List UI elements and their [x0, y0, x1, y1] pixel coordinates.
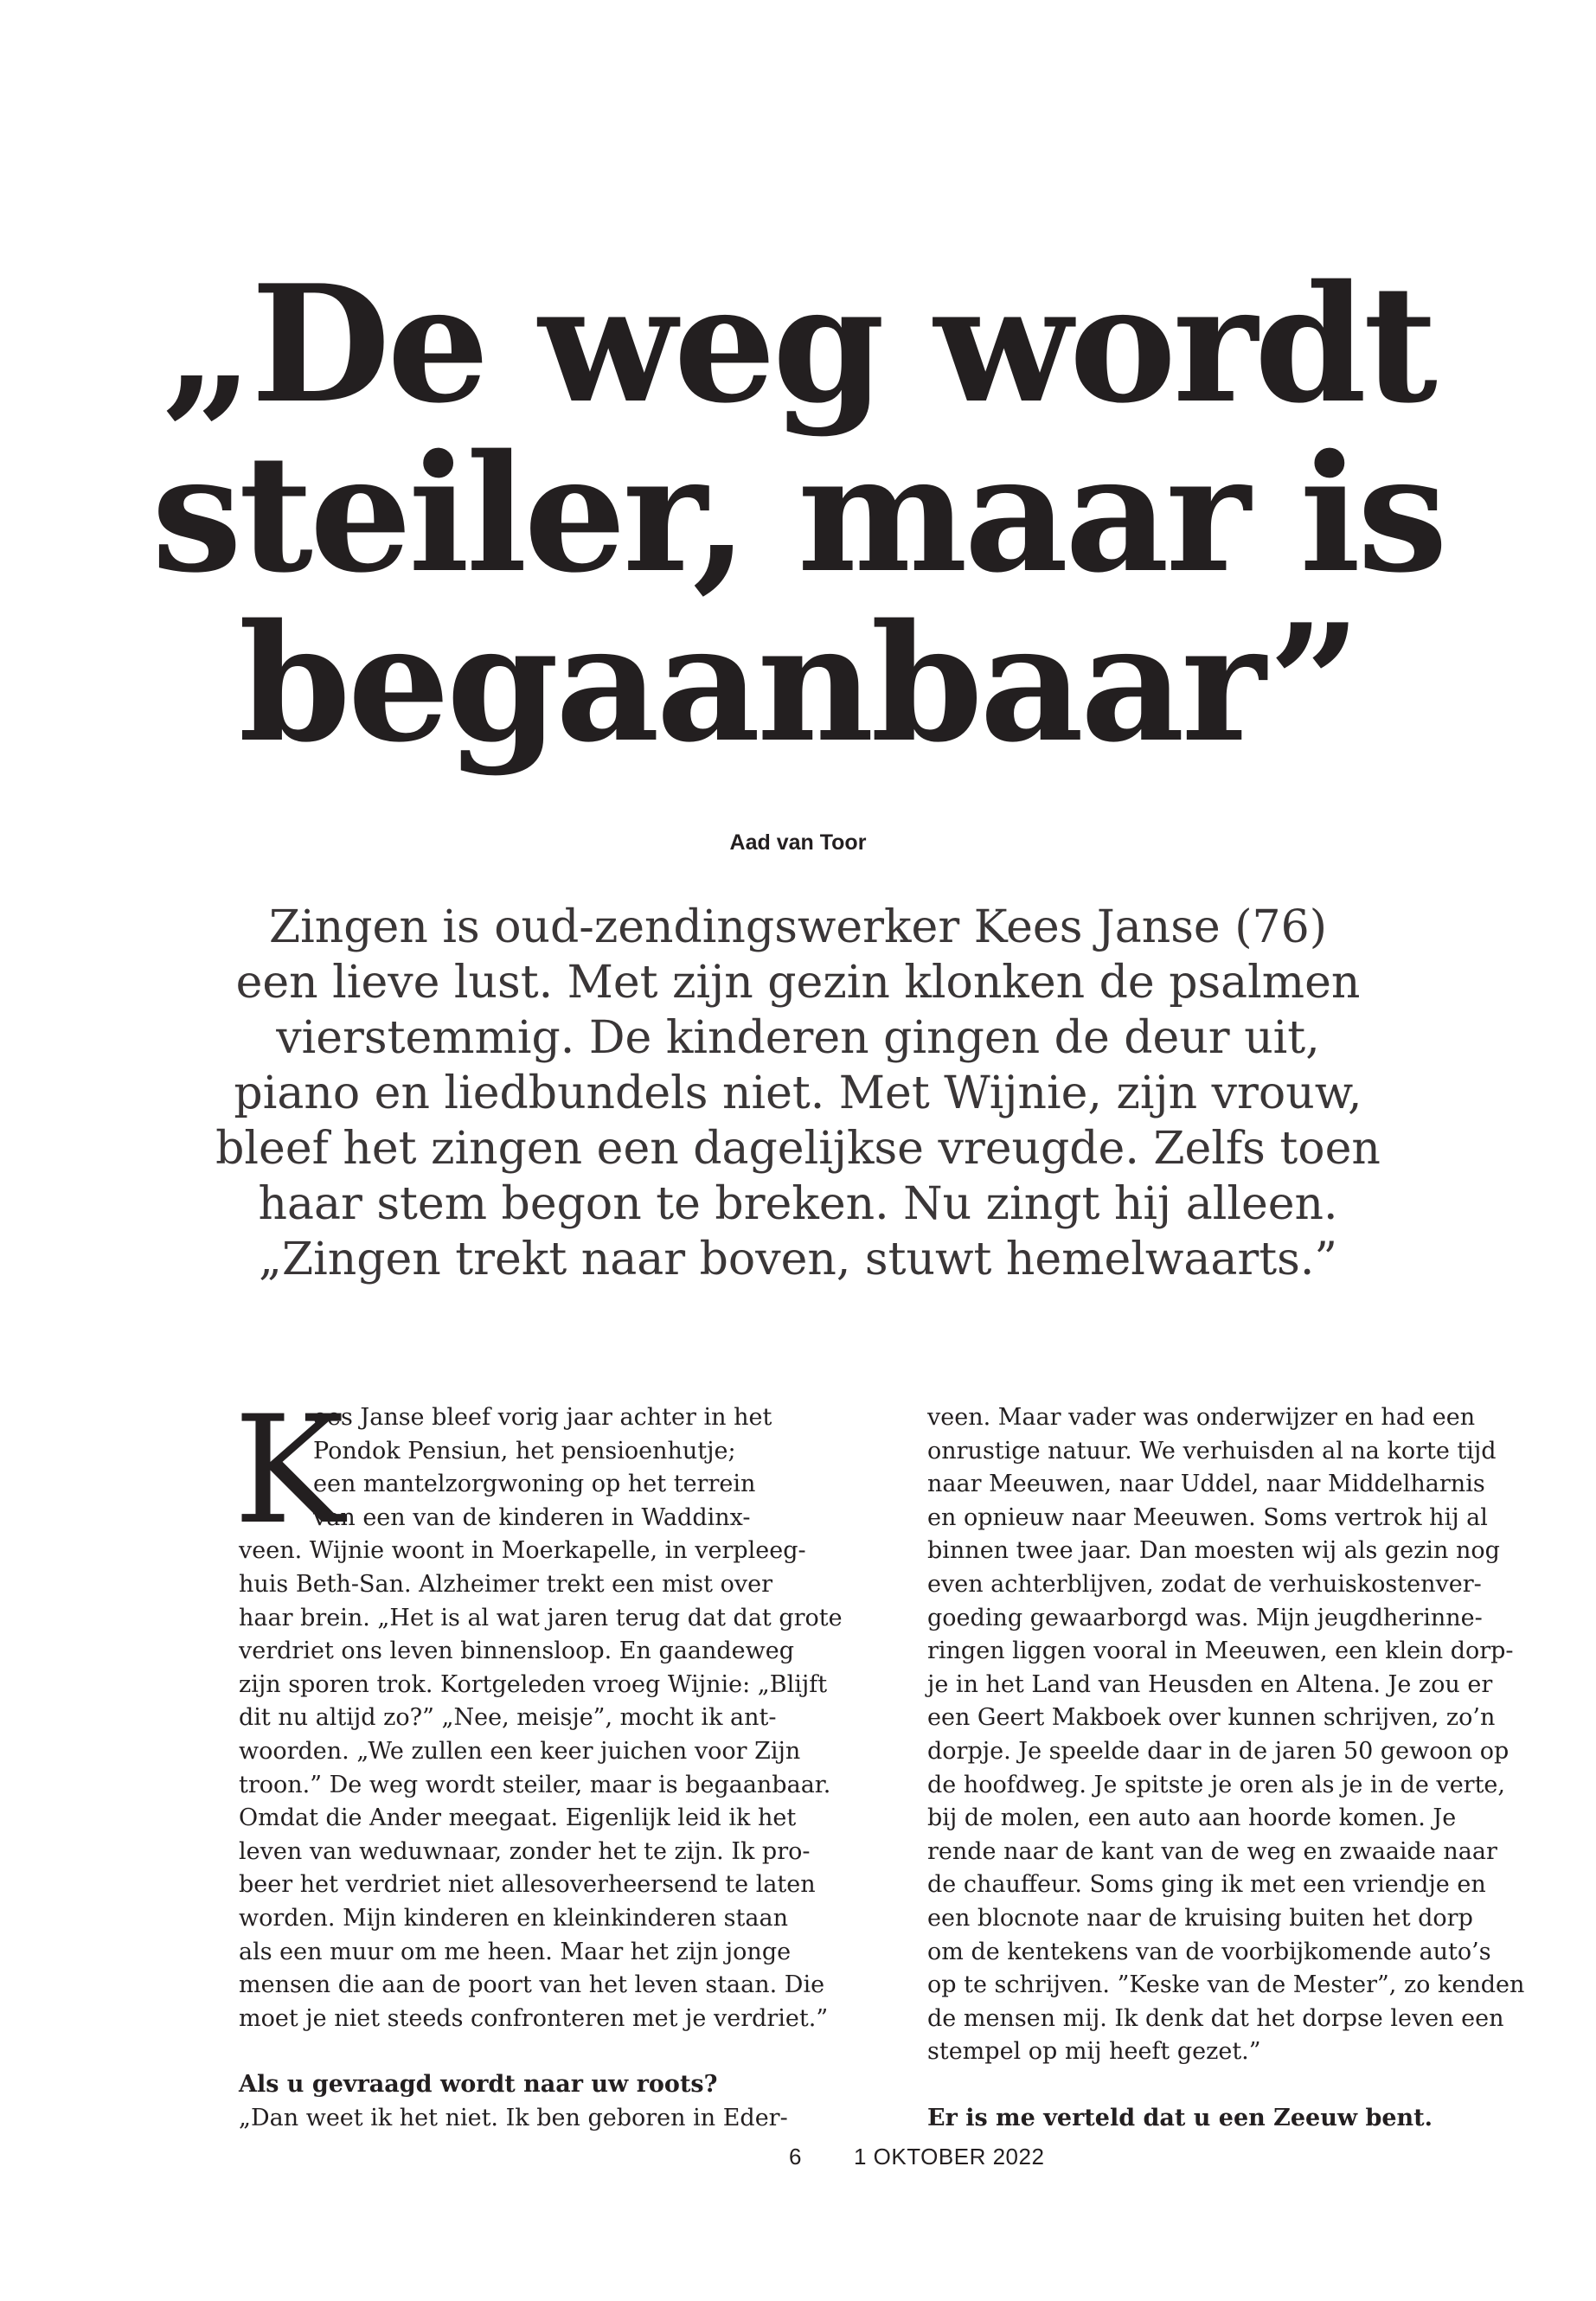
author-byline: Aad van Toor [729, 830, 867, 855]
body-line: moet je niet steeds confronteren met je verdriet.” [239, 2004, 829, 2032]
intro-line: Zingen is oud-zendingswerker Kees Janse (76) [269, 901, 1327, 953]
body-line: Pondok Pensiun, het pensioenhutje; [313, 1437, 736, 1465]
body-line: verdriet ons leven binnensloop. En gaandeweg [239, 1638, 794, 1665]
body-line: van een van de kinderen in Waddinx- [313, 1503, 751, 1531]
intro-line: een lieve lust. Met zijn gezin klonken de psalmen [235, 957, 1361, 1009]
body-line: worden. Mijn kinderen en kleinkinderen staan [239, 1904, 788, 1932]
body-line: goeding gewaarborgd was. Mijn jeugdherinne- [927, 1604, 1483, 1631]
intro-line: haar stem begon te breken. Nu zingt hij alleen. [258, 1178, 1338, 1230]
body-line: de mensen mij. Ik denk dat het dorpse leven een [927, 2004, 1504, 2032]
body-column-left [234, 1383, 843, 2135]
body-line: woorden. „We zullen een keer juichen voor Zijn [239, 1737, 801, 1765]
body-line: naar Meeuwen, naar Uddel, naar Middelharnis [927, 1471, 1485, 1498]
body-line: veen. Wijnie woont in Moerkapelle, in verpleeg- [239, 1537, 806, 1565]
page-number: 6 [789, 2144, 802, 2170]
body-line: haar brein. „Het is al wat jaren terug dat dat grote [239, 1604, 843, 1631]
body-line: om de kentekens van de voorbijkomende auto’s [927, 1938, 1491, 1965]
body-line: en opnieuw naar Meeuwen. Soms vertrok hij al [927, 1503, 1488, 1531]
intro-line: bleef het zingen een dagelijkse vreugde. Zelfs toen [215, 1123, 1381, 1175]
intro-line: piano en liedbundels niet. Met Wijnie, zijn vrouw, [234, 1067, 1362, 1119]
body-line: als een muur om me heen. Maar het zijn jonge [239, 1938, 792, 1965]
body-line: bij de molen, een auto aan hoorde komen. Je [927, 1804, 1457, 1832]
intro-lead [0, 900, 1596, 1287]
body-line: een mantelzorgwoning op het terrein [313, 1471, 756, 1498]
body-line: je in het Land van Heusden en Altena. Je zou er [927, 1670, 1493, 1698]
body-line: de hoofdweg. Je spitste je oren als je in de verte, [927, 1771, 1505, 1798]
headline-line: steiler, maar is [151, 419, 1445, 608]
headline-line: begaanbaar” [238, 588, 1358, 778]
body-line: troon.” De weg wordt steiler, maar is begaanbaar. [239, 1771, 831, 1798]
body-line: huis Beth-San. Alzheimer trekt een mist over [239, 1570, 772, 1598]
body-line: binnen twee jaar. Dan moesten wij als gezin nog [927, 1537, 1500, 1565]
body-line: ees Janse bleef vorig jaar achter in het [313, 1404, 772, 1431]
body-line: stempel op mij heeft gezet.” [927, 2038, 1261, 2066]
body-line: de chauffeur. Soms ging ik met een vriendje en [927, 1871, 1486, 1899]
body-line: een Geert Makboek over kunnen schrijven, zo’n [927, 1704, 1496, 1732]
body-line: veen. Maar vader was onderwijzer en had een [927, 1404, 1476, 1431]
body-line: dit nu altijd zo?” „Nee, meisje”, mocht ik ant- [239, 1704, 777, 1732]
intro-line: „Zingen trekt naar boven, stuwt hemelwaarts.” [259, 1234, 1337, 1285]
body-line: ringen liggen vooral in Meeuwen, een klein dorp- [927, 1638, 1514, 1665]
body-line: even achterblijven, zodat de verhuiskostenver- [927, 1570, 1482, 1598]
body-line: onrustige natuur. We verhuisden al na korte tijd [927, 1437, 1497, 1465]
intro-line: vierstemmig. De kinderen gingen de deur uit, [276, 1012, 1320, 1064]
body-line: zijn sporen trok. Kortgeleden vroeg Wijnie: „Blijft [239, 1670, 828, 1698]
interview-question: Er is me verteld dat u een Zeeuw bent. [927, 2104, 1433, 2131]
drop-cap: K [234, 1383, 345, 1557]
body-line: leven van weduwnaar, zonder het te zijn. Ik pro- [239, 1837, 811, 1865]
body-line: een blocnote naar de kruising buiten het dorp [927, 1904, 1473, 1932]
body-line: „Dan weet ik het niet. Ik ben geboren in Eder- [239, 2104, 788, 2131]
headline [0, 249, 1596, 778]
body-line: op te schrijven. ”Keske van de Mester”, zo kenden [927, 1971, 1525, 1999]
body-line: mensen die aan de poort van het leven staan. Die [239, 1971, 825, 1999]
interview-question: Als u gevraagd wordt naar uw roots? [239, 2071, 718, 2099]
body-line: rende naar de kant van de weg en zwaaide naar [927, 1837, 1497, 1865]
issue-date: 1 OKTOBER 2022 [854, 2144, 1045, 2170]
body-line: Omdat die Ander meegaat. Eigenlijk leid ik het [239, 1804, 797, 1832]
body-line: dorpje. Je speelde daar in de jaren 50 gewoon op [927, 1737, 1509, 1765]
headline-line: „De weg wordt [162, 249, 1434, 439]
body-column-right [927, 1401, 1525, 2135]
body-line: beer het verdriet niet allesoverheersend te laten [239, 1871, 816, 1899]
